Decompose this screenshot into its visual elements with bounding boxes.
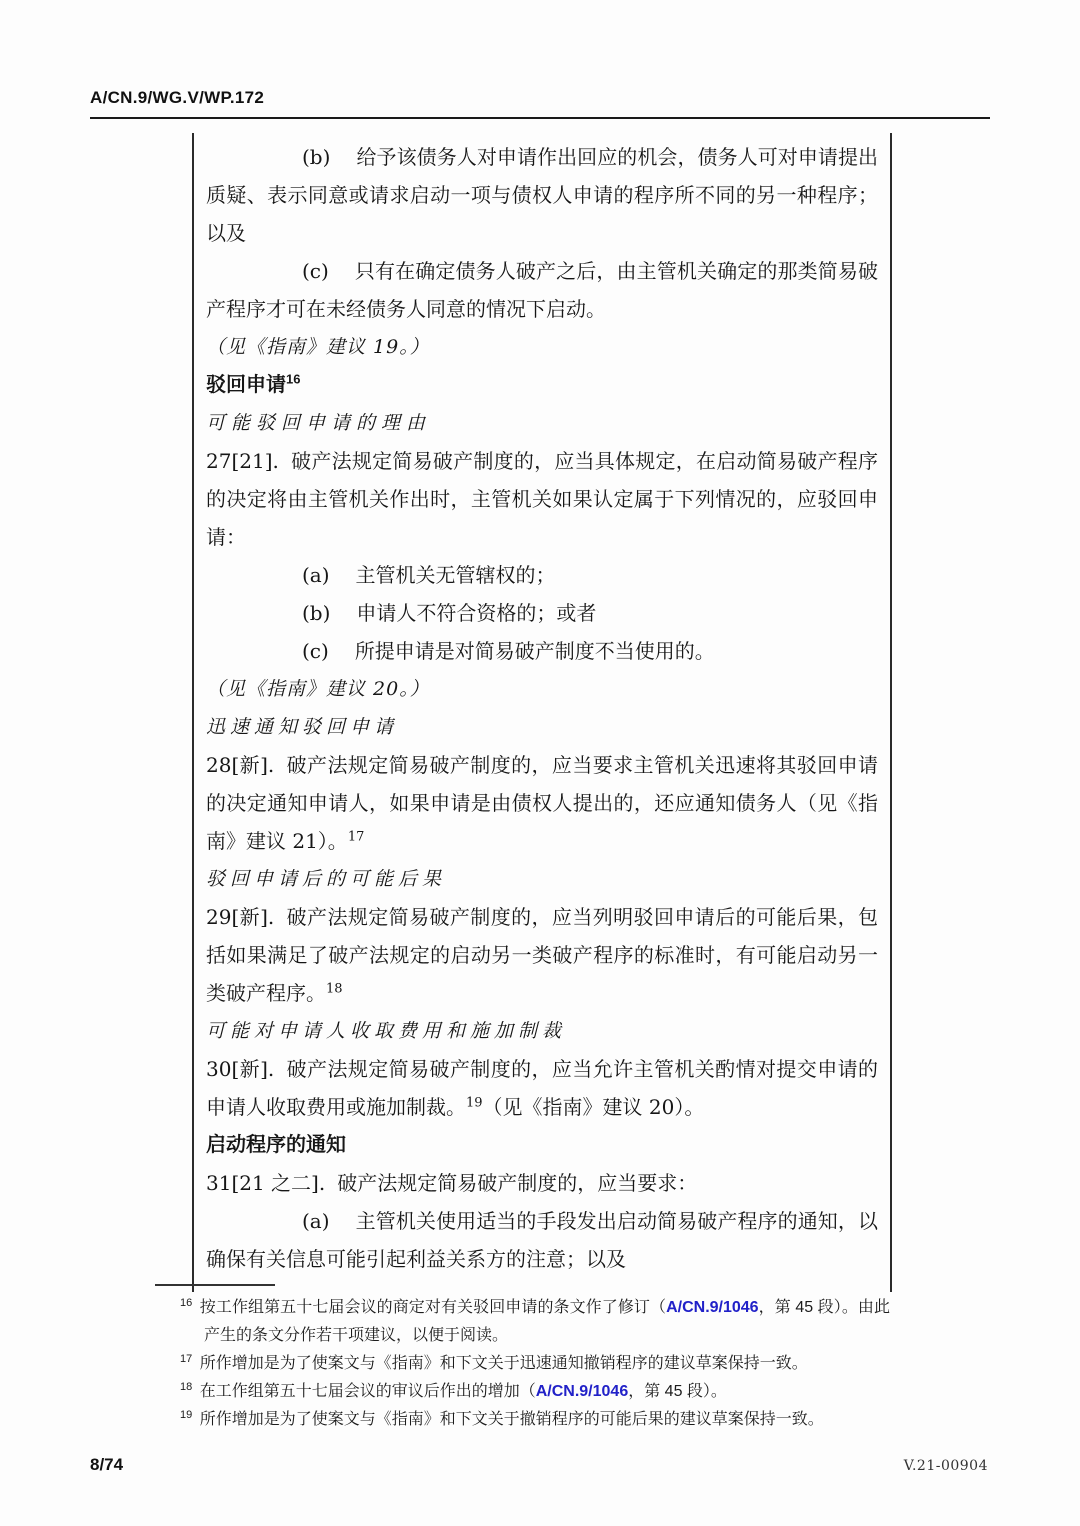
document-symbol-header [90, 88, 990, 119]
list-item-label: (a) [302, 1209, 330, 1233]
footnote-17 [180, 1350, 890, 1378]
paragraph-text: （见《指南》建议 20）。 [482, 1095, 705, 1119]
paragraph-31 [206, 1164, 878, 1202]
page-number: 8/74 [90, 1455, 124, 1474]
section-heading-notice: 启动程序的通知 [206, 1134, 346, 1156]
list-item-a [206, 1202, 878, 1278]
footnote-ref-18[interactable]: 18 [326, 981, 343, 997]
list-item-text: 只有在确定债务人破产之后，由主管机关确定的那类简易破产程序才可在未经债务人同意的情况下启动。 [206, 259, 878, 321]
list-item-label: (b) [302, 145, 331, 169]
paragraph-number: 27[21]. [206, 449, 279, 473]
sub-heading-grounds: 可能驳回申请的理由 [206, 412, 432, 434]
paragraph-text: 破产法规定简易破产制度的，应当允许主管机关酌情对提交申请的申请人收取费用或施加制裁。 [206, 1057, 879, 1119]
paragraph-number: 29[新]. [206, 905, 275, 929]
footnote-number: 17 [180, 1352, 193, 1365]
paragraph-number: 28[新]. [206, 753, 275, 777]
list-item-text: 所提申请是对简易破产制度不当使用的。 [354, 639, 715, 663]
list-item-b [206, 594, 878, 632]
list-item-text: 申请人不符合资格的；或者 [356, 601, 597, 625]
footnote-ref-16[interactable]: 16 [286, 371, 301, 387]
paragraph-text: 破产法规定简易破产制度的，应当具体规定，在启动简易破产程序的决定将由主管机关作出时，主管机关如果认定属于下列情况的，应驳回申请： [206, 449, 878, 549]
sub-heading-prompt-notice: 迅速通知驳回申请 [206, 716, 399, 738]
footnote-text: 所作增加是为了使案文与《指南》和下文关于迅速通知撤销程序的建议草案保持一致。 [199, 1355, 808, 1372]
paragraph-number: 31[21 之二]. [206, 1171, 326, 1195]
footnote-text: 在工作组第五十七届会议的审议后作出的增加（ [199, 1383, 536, 1400]
paragraph-27 [206, 442, 878, 556]
section-heading-dismissal [206, 366, 878, 404]
guide-reference-19: （见《指南》建议 19。） [206, 336, 430, 358]
footnote-16 [180, 1294, 890, 1350]
footnotes-section [180, 1284, 890, 1434]
footnote-number: 19 [180, 1408, 193, 1421]
list-item-text: 主管机关无管辖权的； [355, 563, 556, 587]
paragraph-29 [206, 898, 878, 1012]
list-item-label: (b) [302, 601, 331, 625]
footnote-number: 18 [180, 1380, 193, 1393]
document-symbol: A/CN.9/WG.V/WP.172 [90, 88, 265, 107]
list-item-label: (c) [302, 639, 329, 663]
document-link[interactable]: A/CN.9/1046 [666, 1299, 759, 1316]
sub-heading-consequences: 驳回申请后的可能后果 [206, 868, 447, 890]
paragraph-text: 破产法规定简易破产制度的，应当要求主管机关迅速将其驳回申请的决定通知申请人，如果申请是由债权人提出的，还应通知债务人（见《指南》建议 21）。 [206, 753, 879, 853]
list-item-a [206, 556, 878, 594]
job-symbol: V.21-00904 [903, 1458, 988, 1474]
paragraph-text: 破产法规定简易破产制度的，应当列明驳回申请后的可能后果，包括如果满足了破产法规定的启动另一类破产程序的标准时，有可能启动另一类破产程序。 [206, 905, 879, 1005]
list-item-label: (c) [302, 259, 329, 283]
list-item-c [206, 632, 878, 670]
footnote-text: ，第 45 段）。由此产生的条文分作若干项建议，以便于阅读。 [204, 1299, 890, 1344]
paragraph-30 [206, 1050, 878, 1126]
footnote-ref-19[interactable]: 19 [466, 1095, 483, 1111]
list-item-label: (a) [302, 563, 330, 587]
footnote-18 [180, 1378, 890, 1406]
footnote-19 [180, 1406, 890, 1434]
list-item-b [206, 138, 878, 252]
document-body [192, 133, 892, 1292]
footnote-separator [155, 1284, 275, 1286]
sub-heading-fees-sanctions: 可能对申请人收取费用和施加制裁 [206, 1020, 567, 1042]
footnote-text: 所作增加是为了使案文与《指南》和下文关于撤销程序的可能后果的建议草案保持一致。 [199, 1411, 824, 1428]
section-heading-text: 驳回申请 [206, 374, 286, 396]
footnote-ref-17[interactable]: 17 [347, 829, 365, 845]
footnote-text: ，第 45 段）。 [628, 1383, 727, 1400]
list-item-text: 给予该债务人对申请作出回应的机会，债务人可对申请提出质疑、表示同意或请求启动一项与债权人申请的程序所不同的另一种程序；以及 [206, 145, 878, 245]
paragraph-text: 破产法规定简易破产制度的，应当要求： [337, 1171, 698, 1195]
footnote-text: 按工作组第五十七届会议的商定对有关驳回申请的条文作了修订（ [199, 1299, 667, 1316]
guide-reference-20: （见《指南》建议 20。） [206, 678, 430, 700]
document-link[interactable]: A/CN.9/1046 [535, 1383, 629, 1400]
footnote-number: 16 [180, 1296, 193, 1309]
paragraph-28 [206, 746, 878, 860]
list-item-c [206, 252, 878, 328]
list-item-text: 主管机关使用适当的手段发出启动简易破产程序的通知，以确保有关信息可能引起利益关系方的注意；以及 [206, 1209, 878, 1271]
paragraph-number: 30[新]. [206, 1057, 275, 1081]
